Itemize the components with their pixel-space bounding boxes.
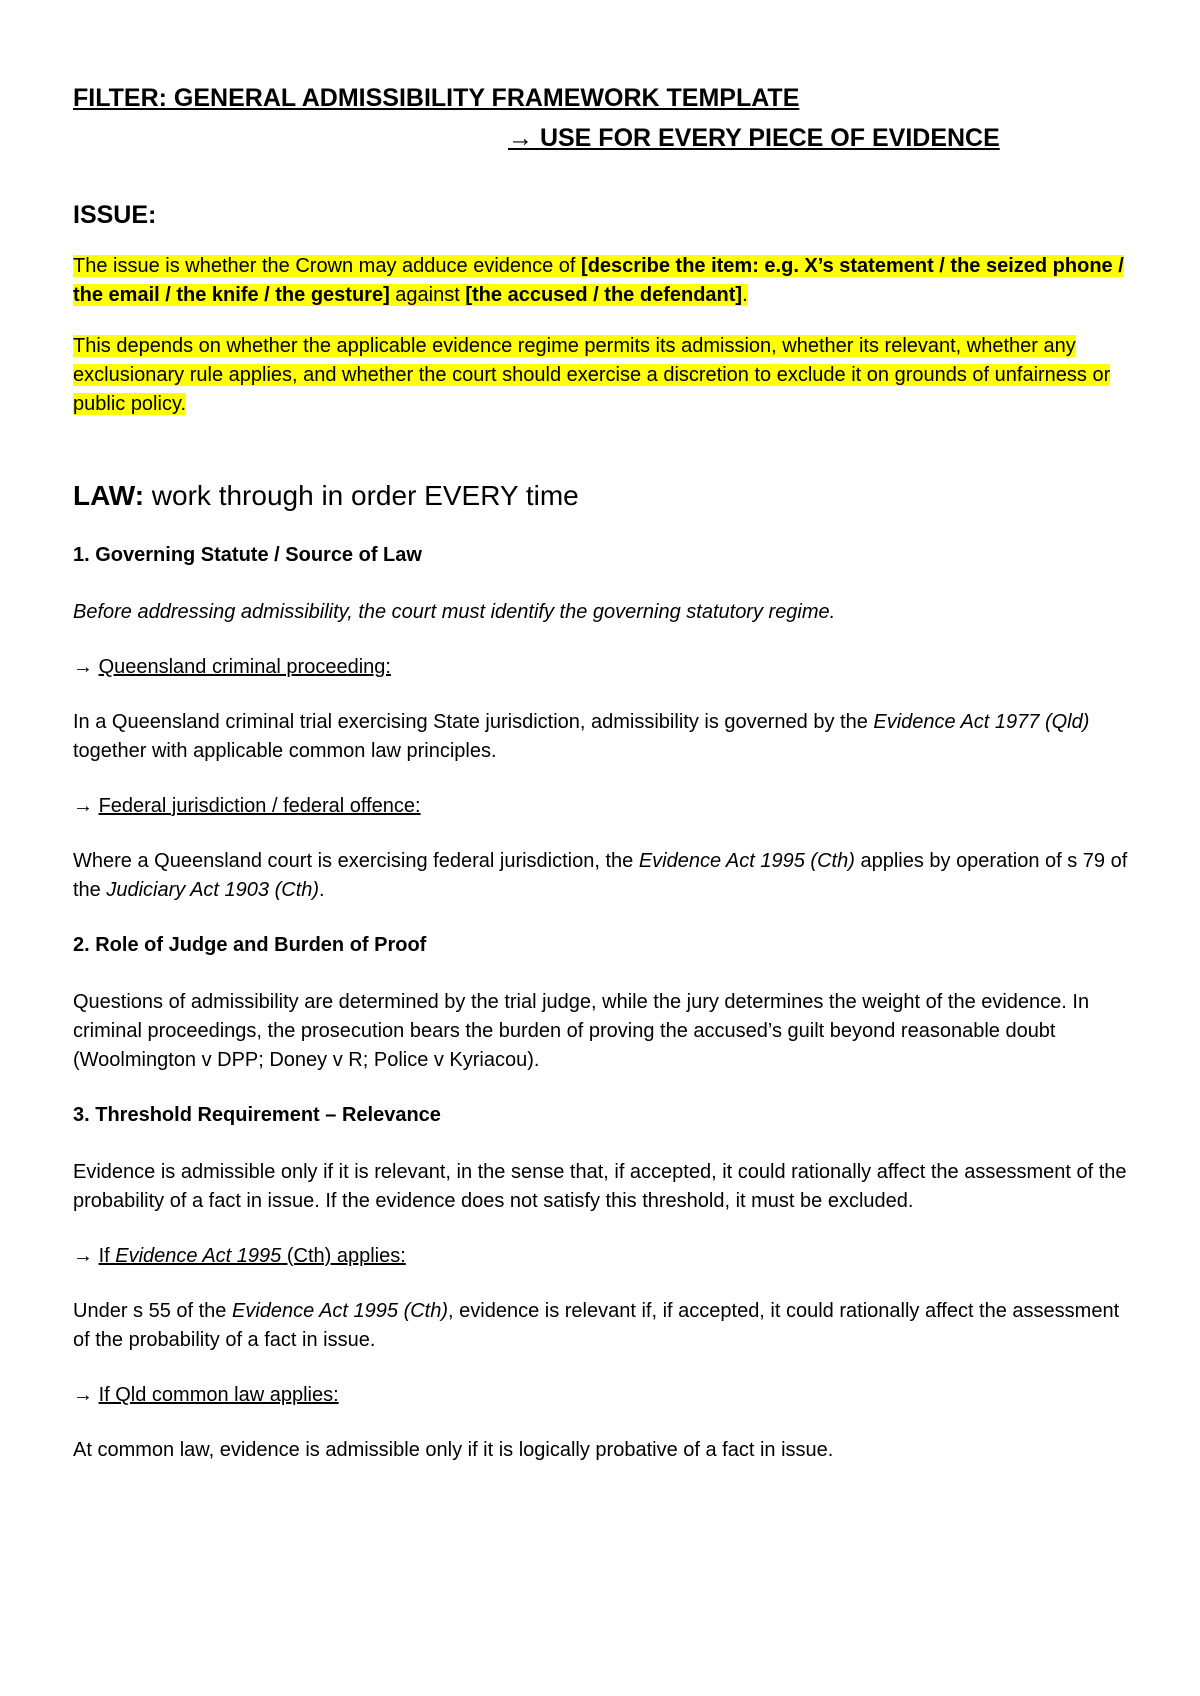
law-heading bbox=[73, 479, 1140, 513]
cth-act-name: Evidence Act 1995 (Cth) bbox=[231, 1300, 449, 1322]
cth-label-act: Evidence Act 1995 bbox=[115, 1245, 282, 1267]
fed-label-text: Federal jurisdiction / federal offence: bbox=[98, 795, 421, 817]
section-2-heading: 2. Role of Judge and Burden of Proof bbox=[73, 934, 427, 956]
section-1-heading: 1. Governing Statute / Source of Law bbox=[73, 544, 422, 566]
section-1-qld-text bbox=[73, 708, 1140, 766]
issue-paragraph-2 bbox=[73, 332, 1140, 419]
issue-p1-placeholder-party: [the accused / the defendant] bbox=[465, 284, 743, 306]
issue-paragraph-1 bbox=[73, 252, 1140, 310]
fed-text-c: applies by operation of s 79 of the bbox=[73, 850, 1128, 901]
issue-p1-placeholder-item: [describe the item: e.g. X’s statement / the seized phone / the email / the knife / the gesture] bbox=[73, 255, 1124, 306]
section-1-intro: Before addressing admissibility, the court must identify the governing statutory regime. bbox=[73, 601, 836, 623]
cth-text-a: Under s 55 of the bbox=[73, 1300, 232, 1322]
qld-text-a: In a Queensland criminal trial exercising State jurisdiction, admissibility is governed by the bbox=[73, 711, 874, 733]
title-lead: FILTER: bbox=[73, 84, 167, 112]
arrow-icon: → bbox=[73, 656, 93, 678]
section-3-heading: 3. Threshold Requirement – Relevance bbox=[73, 1104, 441, 1126]
arrow-icon: → bbox=[73, 1384, 93, 1406]
qld-text-c: together with applicable common law principles. bbox=[73, 740, 497, 762]
section-1-fed-label bbox=[73, 792, 1140, 821]
fed-text-e: . bbox=[319, 879, 325, 901]
law-heading-rest: work through in order EVERY time bbox=[144, 480, 579, 511]
qld-label-text: Queensland criminal proceeding: bbox=[98, 656, 391, 678]
section-3-qld-text: At common law, evidence is admissible only if it is logically probative of a fact in issue. bbox=[73, 1439, 834, 1461]
issue-p1-text-c: against bbox=[389, 284, 466, 306]
fed-text-a: Where a Queensland court is exercising federal jurisdiction, the bbox=[73, 850, 639, 872]
section-3-text: Evidence is admissible only if it is relevant, in the sense that, if accepted, it could rationally affect the assessment of the probability of a fact in issue. If the evidence does not satisfy this threshold, it must be excluded. bbox=[73, 1161, 1127, 1212]
cth-text-c: , evidence is relevant if, if accepted, it could rationally affect the assessment of the probability of a fact in issue. bbox=[73, 1300, 1120, 1351]
issue-heading: ISSUE: bbox=[73, 201, 157, 229]
document-title bbox=[73, 78, 1140, 118]
section-1-fed-text bbox=[73, 847, 1140, 905]
qld-common-law-label: If Qld common law applies: bbox=[98, 1384, 339, 1406]
qld-act-name: Evidence Act 1977 (Qld) bbox=[873, 711, 1090, 733]
document-subtitle: → USE FOR EVERY PIECE OF EVIDENCE bbox=[508, 124, 1000, 152]
issue-p1-text-a: The issue is whether the Crown may adduce evidence of bbox=[73, 255, 582, 277]
arrow-icon: → bbox=[73, 795, 93, 817]
section-2-text: Questions of admissibility are determined by the trial judge, while the jury determines the weight of the evidence. In criminal proceedings, the prosecution bears the burden of proving the accused’s guilt beyond reasonable doubt (Woolmington v DPP; Doney v R; Police v Kyriacou). bbox=[73, 991, 1090, 1071]
section-1-qld-label bbox=[73, 653, 1140, 682]
cth-label-a: If bbox=[98, 1245, 116, 1267]
cth-label-c: (Cth) applies: bbox=[281, 1245, 406, 1267]
cth-label-text bbox=[99, 1245, 406, 1267]
section-3-cth-label bbox=[73, 1242, 1140, 1271]
fed-act-name: Evidence Act 1995 (Cth) bbox=[638, 850, 855, 872]
issue-p2-highlight: This depends on whether the applicable evidence regime permits its admission, whether its relevant, whether any exclusionary rule applies, and whether the court should exercise a discretion to exclude it on grounds of unfairness or public policy. bbox=[73, 335, 1111, 415]
issue-p1-text-e: . bbox=[742, 284, 748, 306]
issue-p1-highlight bbox=[73, 255, 1124, 306]
section-3-qld-label bbox=[73, 1381, 1140, 1410]
judiciary-act-name: Judiciary Act 1903 (Cth) bbox=[106, 879, 320, 901]
title-main: GENERAL ADMISSIBILITY FRAMEWORK TEMPLATE bbox=[166, 84, 800, 112]
arrow-icon: → bbox=[73, 1245, 93, 1267]
section-3-cth-text bbox=[73, 1297, 1140, 1355]
law-heading-bold: LAW: bbox=[73, 480, 145, 511]
